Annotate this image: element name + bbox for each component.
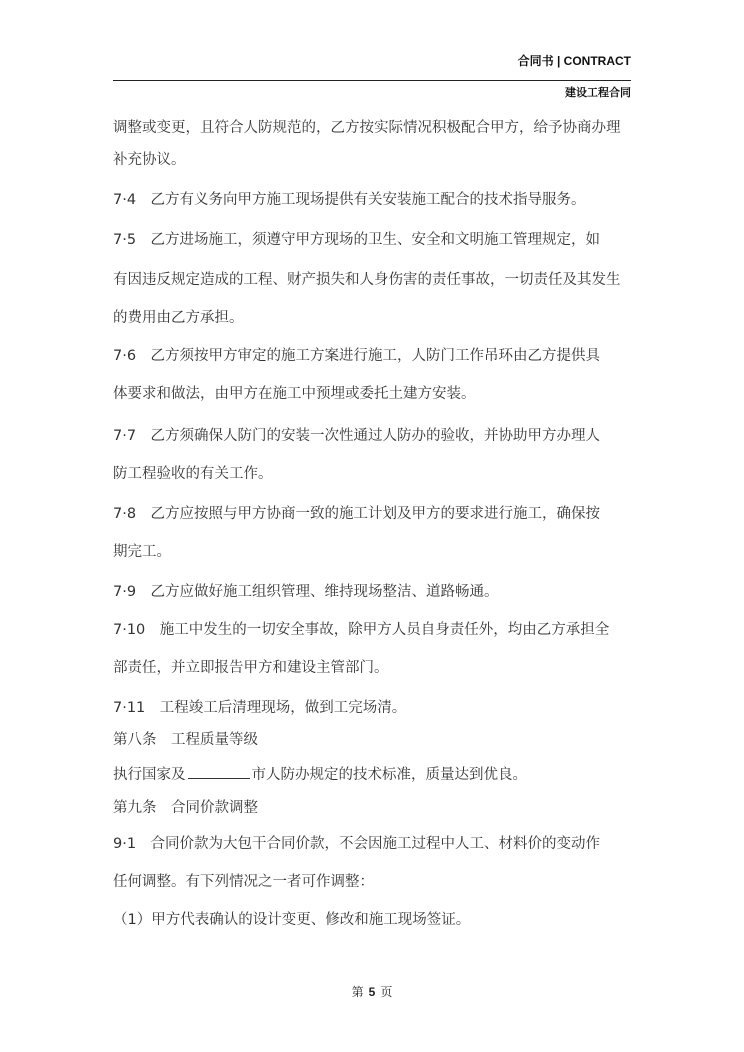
text-line: 补充协议。 — [113, 152, 186, 168]
text-span: 执行国家及 — [113, 767, 186, 783]
clause-7-5: 7·5 乙方进场施工，须遵守甲方现场的卫生、安全和文明施工管理规定，如 — [113, 232, 601, 248]
text-line: 体要求和做法，由甲方在施工中预埋或委托土建方安装。 — [113, 386, 476, 402]
fill-in-blank — [188, 764, 250, 779]
page-header — [113, 52, 631, 100]
list-item: （1）甲方代表确认的设计变更、修改和施工现场签证。 — [113, 912, 471, 928]
article-8-heading: 第八条 工程质量等级 — [113, 732, 258, 748]
article-9-heading: 第九条 合同价款调整 — [113, 800, 258, 816]
text-line: 期完工。 — [113, 544, 171, 560]
text-line: 的费用由乙方承担。 — [113, 310, 244, 326]
text-line: 部责任，并立即报告甲方和建设主管部门。 — [113, 660, 389, 676]
page-suffix: 页 — [380, 985, 393, 999]
text-line: 防工程验收的有关工作。 — [113, 466, 273, 482]
clause-9-1: 9·1 合同价款为大包干合同价款，不会因施工过程中人工、材料价的变动作 — [113, 836, 601, 852]
page-prefix: 第 — [351, 985, 364, 999]
clause-7-8: 7·8 乙方应按照与甲方协商一致的施工计划及甲方的要求进行施工，确保按 — [113, 506, 601, 522]
text-line: 任何调整。有下列情况之一者可作调整： — [113, 874, 374, 890]
text-line: 有因违反规定造成的工程、财产损失和人身伤害的责任事故，一切责任及其发生 — [113, 272, 621, 288]
clause-7-11: 7·11 工程竣工后清理现场，做到工完场清。 — [113, 700, 407, 716]
clause-7-7: 7·7 乙方须确保人防门的安装一次性通过人防办的验收，并协助甲方办理人 — [113, 428, 601, 444]
text-line: 调整或变更，且符合人防规范的，乙方按实际情况积极配合甲方，给予协商办理 — [113, 120, 621, 136]
clause-7-6: 7·6 乙方须按甲方审定的施工方案进行施工，人防门工作吊环由乙方提供具 — [113, 348, 601, 364]
text-span: 市人防办规定的技术标准，质量达到优良。 — [251, 767, 527, 783]
header-subtitle: 建设工程合同 — [565, 87, 631, 99]
page-number: 5 — [368, 985, 376, 999]
page-footer — [0, 983, 744, 1000]
header-title: 合同书 | CONTRACT — [517, 54, 631, 68]
article-8-text — [113, 764, 527, 785]
clause-7-4: 7·4 乙方有义务向甲方施工现场提供有关安装施工配合的技术指导服务。 — [113, 192, 586, 208]
clause-7-10: 7·10 施工中发生的一切安全事故，除甲方人员自身责任外，均由乙方承担全 — [113, 622, 610, 638]
clause-7-9: 7·9 乙方应做好施工组织管理、维持现场整洁、道路畅通。 — [113, 584, 499, 600]
header-divider — [113, 80, 631, 81]
